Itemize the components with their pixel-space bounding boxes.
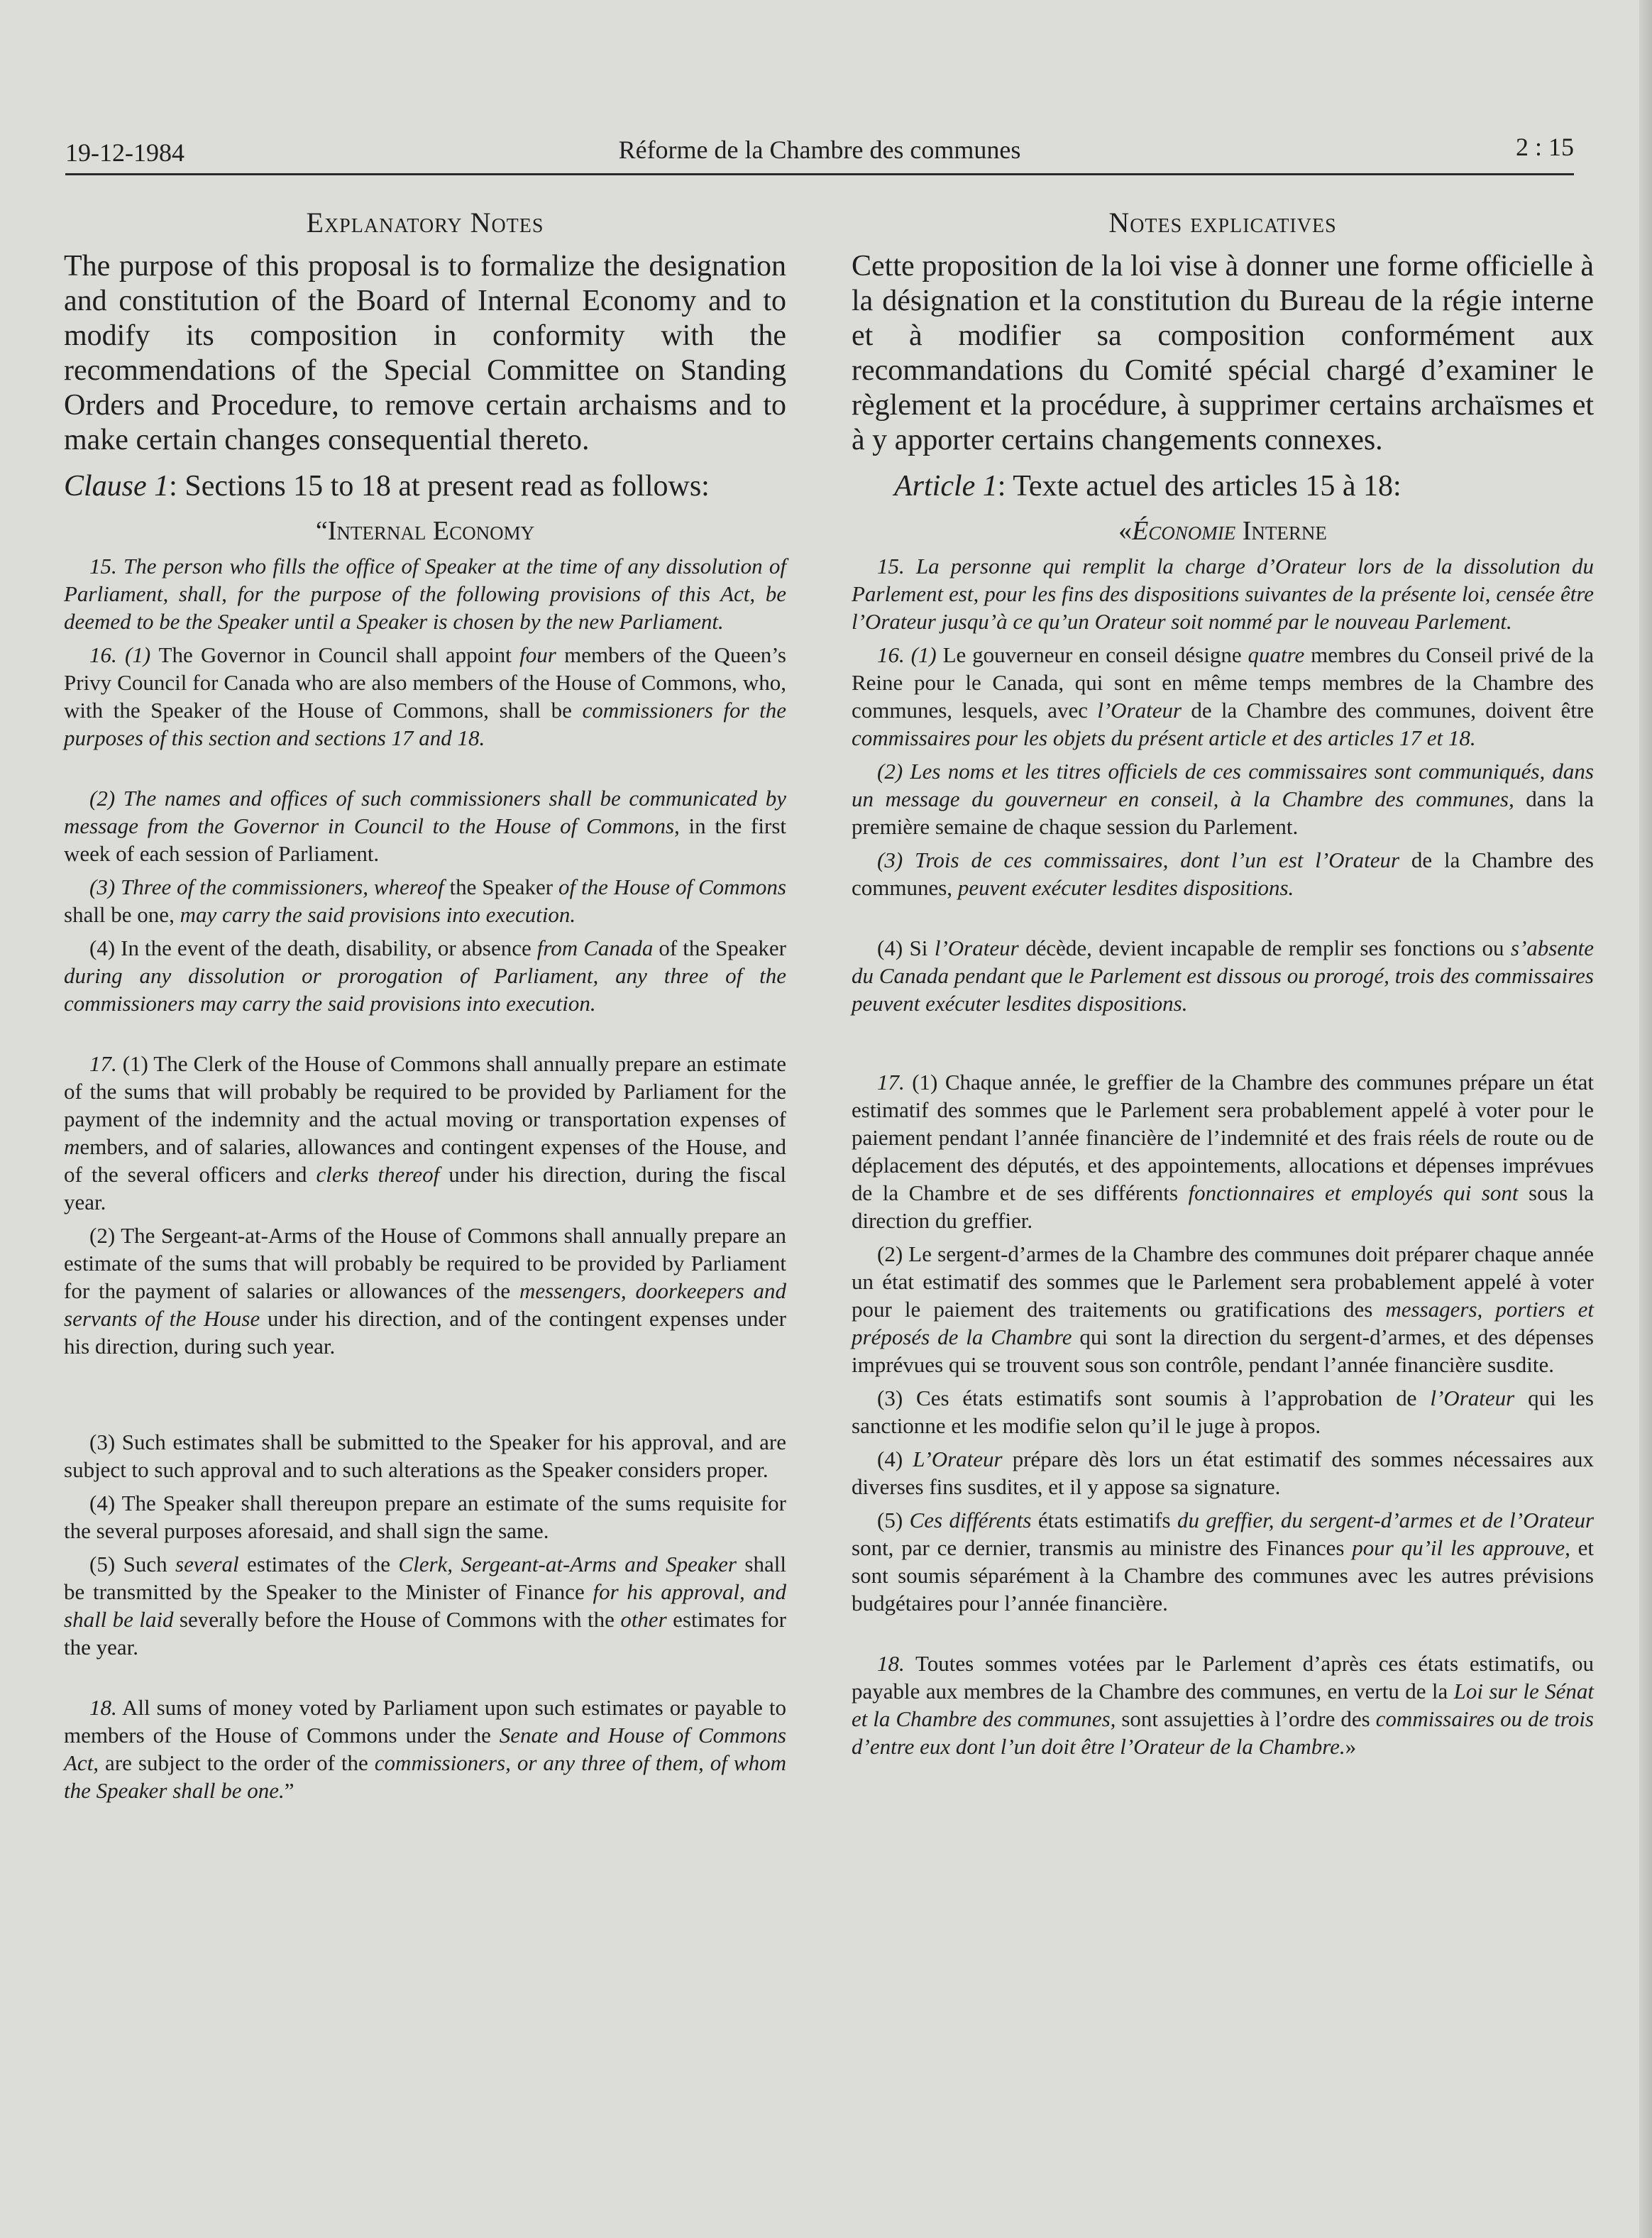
en-s16-4-c: of the Speaker: [653, 936, 786, 960]
en-s17-5-c: estimates of the: [238, 1552, 399, 1576]
fr-s16-1-c: quatre: [1248, 642, 1305, 667]
fr-s16-1-num: 16. (1): [877, 642, 943, 667]
fr-s17-3-b: l’Orateur: [1430, 1386, 1515, 1410]
english-section-17-3: (3) Such estimates shall be submitted to the Speaker for his approval, and are subject to such approval and to such alterations as the Speaker considers proper.: [64, 1430, 786, 1482]
en-s16-1-four: four: [519, 642, 556, 667]
english-section-16-4: [64, 934, 786, 1017]
french-section-17-3: [852, 1384, 1594, 1439]
en-s16-1-commissioners: commissioners for the purposes of this section and sections 17 and 18.: [64, 698, 786, 750]
en-s17-5-g: severally before the House of Commons with the: [173, 1607, 621, 1632]
en-s16-4-b: from Canada: [536, 936, 654, 960]
en-s16-3-d: shall be one,: [64, 902, 180, 927]
french-column: [852, 206, 1594, 1760]
french-section-17-2: [852, 1240, 1594, 1378]
fr-s16-3-a: (3) Trois de ces commissaires, dont l’un est l’Orateur: [877, 848, 1400, 872]
en-s16-2-text: (2) The names and offices of such commissioners shall be communicated by message from the Governor in Council to the House of Commons,: [64, 786, 786, 838]
french-heading: Notes explicatives: [1108, 207, 1337, 238]
fr-s16-4-c: décède, devient incapable de remplir ses fonctions ou: [1018, 936, 1511, 960]
en-s17-num: 17.: [89, 1051, 117, 1076]
en-s17-5-f: for his approval, and shall be laid: [64, 1579, 787, 1632]
fr-s17-4-b: L’Orateur: [913, 1447, 1003, 1471]
fr-s17-5-g: et sont soumis séparément à la Chambre des communes avec les autres prévisions budgétaires pour l’année financière.: [852, 1535, 1594, 1616]
en-s18-c: Senate and House of Commons Act,: [64, 1723, 786, 1775]
header-date: 19-12-1984: [65, 138, 185, 167]
en-s17-5-b: several: [175, 1552, 239, 1576]
fr-s16-3-c: peuvent exécuter lesdites dispositions.: [957, 875, 1294, 900]
fr-s17-2-c: qui sont la direction du sergent-d’armes, et des dépenses imprévues qui se trouvent sous son contrôle, pendant l’année financière susdite.: [852, 1324, 1594, 1377]
fr-s17-5-a: (5): [877, 1508, 910, 1532]
fr-s18-b: Toutes sommes votées par le Parlement d’après ces états estimatifs, ou payable aux membres de la Chambre des communes, en vertu de la: [852, 1651, 1594, 1704]
fr-sub-interne: Interne: [1235, 516, 1327, 546]
fr-s17-num: 17.: [877, 1070, 905, 1095]
en-s17-1-f: under his direction, during the fiscal year.: [64, 1162, 786, 1214]
english-heading: Explanatory Notes: [306, 207, 544, 238]
fr-s18-e: commissaires ou de trois d’entre eux dont l’un doit être l’Orateur de la Chambre.: [852, 1706, 1594, 1759]
english-section-15: 15. The person who fills the office of Speaker at the time of any dissolution of Parliament, shall, for the purpose of the following provisions of this Act, be deemed to be the Speaker until a Speaker is chosen by the new Parliament.: [64, 554, 786, 634]
english-section-17-5: [64, 1550, 786, 1661]
english-subheading: “Internal Economy: [315, 516, 535, 546]
en-s18-b: All sums of money voted by Parliament upon such estimates or payable to members of the House of Commons under the: [64, 1695, 786, 1748]
en-s16-1-text: The Governor in Council shall appoint: [158, 642, 520, 667]
fr-s16-4-a: (4) Si: [877, 936, 935, 960]
english-section-17-2: [64, 1222, 786, 1360]
fr-s17-3-c: qui les sanctionne et les modifie selon qu’il le juge à propos.: [852, 1386, 1594, 1438]
fr-s16-1-b: Le gouverneur en conseil désigne: [942, 642, 1248, 667]
en-s16-1-text2: members of the Queen’s Privy Council for Canada who are also members of the House of Commons, who, with the Speaker of the House of Commons, shall be: [64, 642, 786, 723]
french-section-16-2: [852, 757, 1594, 840]
fr-s17-5-b: Ces différents: [909, 1508, 1032, 1532]
fr-s16-3-b: de la Chambre des communes,: [852, 848, 1594, 900]
en-s17-1-d: embers, and of salaries, allowances and contingent expenses of the House, and of the several officers and: [64, 1134, 786, 1187]
fr-s17-5-c: états estimatifs: [1031, 1508, 1177, 1532]
en-s18-e: commissioners, or any three of them, of whom the Speaker shall be one.: [64, 1750, 786, 1803]
french-section-16-1: [852, 641, 1594, 752]
en-s16-4-a: (4) In the event of the death, disability, or absence: [89, 936, 537, 960]
english-column: [64, 206, 786, 1804]
french-subheading: [852, 515, 1594, 547]
english-section-17-4: (4) The Speaker shall thereupon prepare an estimate of the sums requisite for the several purposes aforesaid, and shall sign the same.: [64, 1491, 786, 1543]
french-clause-text: : Texte actuel des articles 15 à 18:: [997, 470, 1402, 503]
english-section-16-1: [64, 641, 786, 752]
french-purpose: Cette proposition de la loi vise à donner une forme officielle à la désignation et la constitution du Bureau de la régie interne et à modifier sa composition conformément aux recommandations du Comité spécial chargé d’examiner le règlement et la procédure, à supprimer certains archaïsmes et à y apporter certains changements connexes.: [852, 250, 1594, 456]
fr-sub-quote: «: [1118, 516, 1133, 546]
fr-s17-4-a: (4): [877, 1447, 913, 1471]
french-section-16-4: [852, 934, 1594, 1017]
french-section-17-5: [852, 1506, 1594, 1617]
en-s16-3-a: (3) Three of the commissioners, whereof: [89, 874, 444, 899]
en-s17-5-e: shall be transmitted by the Speaker to the Minister of Finance: [64, 1552, 786, 1604]
en-s16-3-b: the Speaker: [444, 874, 559, 899]
en-s17-2-c: under his direction, and of the contingent expenses under his direction, during such year.: [64, 1306, 786, 1359]
page-number: 2 : 15: [1515, 133, 1574, 161]
fr-s18-d: sont assujetties à l’ordre des: [1116, 1706, 1376, 1731]
en-s16-1-num: 16. (1): [89, 642, 159, 667]
english-section-16-3: [64, 873, 786, 928]
fr-s17-5-d: du greffier, du sergent-d’armes et de l’Orateur: [1177, 1508, 1595, 1532]
fr-s16-1-d: membres du Conseil privé de la Reine pour le Canada, qui sont en même temps membres de la Chambre des communes, lesquels, avec: [852, 642, 1595, 723]
fr-s17-2-a: (2) Le sergent-d’armes de la Chambre des communes doit préparer chaque année un état estimatif des sommes que le Parlement sera probablement appelé à voter pour le paiement des traitements ou gratifications des: [852, 1241, 1594, 1322]
fr-s16-2-b: dans la première semaine de chaque session du Parlement.: [852, 786, 1594, 839]
french-section-16-3: [852, 846, 1594, 901]
en-s17-5-a: (5) Such: [89, 1552, 176, 1576]
header-rule: [65, 173, 1574, 175]
fr-s18-f: »: [1345, 1734, 1357, 1759]
fr-s17-2-b: messagers, portiers et préposés de la Chambre: [852, 1297, 1594, 1349]
french-section-15: 15. La personne qui remplit la charge d’Orateur lors de la dissolution du Parlement est, pour les fins des dispositions suivantes de la présente loi, censée être l’Orateur jusqu’à ce qu’un Orateur soit nommé par le nouveau Parlement.: [852, 554, 1594, 634]
fr-s18-c: Loi sur le Sénat et la Chambre des communes,: [852, 1679, 1595, 1731]
french-clause-label: Article 1: [894, 470, 998, 503]
en-s17-2-b: messengers, doorkeepers and servants of the House: [64, 1278, 786, 1331]
english-clause-intro: [64, 469, 786, 504]
en-s17-5-d: Clerk, Sergeant-at-Arms and Speaker: [398, 1552, 737, 1576]
en-s18-d: are subject to the order of the: [99, 1750, 375, 1775]
en-s17-1-b: (1) The Clerk of the House of Commons shall annually prepare an estimate of the sums that will probably be required to be provided by Parliament for the payment of the indemnity and the actual moving or transportation expenses of: [64, 1051, 786, 1131]
en-s17-1-c: m: [64, 1134, 80, 1159]
fr-s17-3-a: (3) Ces états estimatifs sont soumis à l’approbation de: [877, 1386, 1431, 1410]
fr-s16-2-a: (2) Les noms et les titres officiels de ces commissaires sont communiqués, dans un message du gouverneur en conseil, à la Chambre des communes,: [852, 759, 1594, 811]
fr-s18-num: 18.: [877, 1651, 905, 1676]
en-s16-3-c: of the House of Commons: [558, 874, 786, 899]
fr-s17-5-e: sont, par ce dernier, transmis au ministre des Finances: [852, 1535, 1353, 1560]
fr-s17-1-c: fonctionnaires et employés qui sont: [1188, 1180, 1519, 1205]
en-s16-2-text2: in the first week of each session of Parliament.: [64, 813, 786, 866]
english-purpose: The purpose of this proposal is to formalize the designation and constitution of the Board of Internal Economy and to modify its composition in conformity with the recommendations of the Special Committee on Standing Orders and Procedure, to remove certain archaisms and to make certain changes consequential thereto.: [64, 250, 786, 456]
en-s17-5-i: estimates for the year.: [64, 1607, 786, 1660]
fr-s17-1-b: (1) Chaque année, le greffier de la Chambre des communes prépare un état estimatif des sommes que le Parlement sera probablement appelé à voter pour le paiement pendant l’année financière de l’indemnité et des frais réels de route ou de déplacement des députés, et des appointements, allocations et dépenses imprévues de la Chambre et de ses différents: [852, 1070, 1594, 1205]
english-section-16-2: [64, 784, 786, 867]
fr-s16-4-b: l’Orateur: [934, 936, 1019, 960]
en-s16-3-e: may carry the said provisions into execution.: [180, 902, 576, 927]
french-section-17-1: [852, 1068, 1594, 1234]
french-section-18: [852, 1650, 1594, 1760]
en-s18-f: ”: [284, 1778, 294, 1803]
english-section-17-1: [64, 1050, 786, 1216]
en-s17-1-e: clerks thereof: [316, 1162, 440, 1187]
fr-s16-1-f: de la Chambre des communes, doivent être: [1182, 698, 1594, 723]
en-s17-2-a: (2) The Sergeant-at-Arms of the House of Commons shall annually prepare an estimate of the sums that will probably be required to be provided by Parliament for the payment of salaries or allowances of the: [64, 1223, 786, 1303]
running-header: [65, 132, 1574, 172]
fr-s17-4-c: prépare dès lors un état estimatif des sommes nécessaires aux diverses fins susdites, et il y appose sa signature.: [852, 1447, 1594, 1499]
english-section-18: [64, 1694, 786, 1804]
english-clause-label: Clause 1: [64, 470, 170, 503]
fr-sub-economie: Économie: [1132, 516, 1236, 546]
fr-s16-4-d: s’absente du Canada pendant que le Parlement est dissous ou prorogé, trois des commissaires peuvent exécuter lesdites dispositions.: [852, 936, 1595, 1016]
fr-s17-1-d: sous la direction du greffier.: [852, 1180, 1595, 1233]
french-section-17-4: [852, 1445, 1594, 1501]
fr-s16-1-e: l’Orateur: [1097, 698, 1182, 723]
header-title: Réforme de la Chambre des communes: [618, 136, 1021, 164]
french-clause-intro: [852, 469, 1594, 504]
en-s18-num: 18.: [89, 1695, 117, 1720]
fr-s17-5-f: pour qu’il les approuve,: [1352, 1535, 1570, 1560]
en-s16-4-d: during any dissolution or prorogation of Parliament, any three of the commissioners may carry the said provisions into execution.: [64, 963, 786, 1016]
fr-s16-1-g: commissaires pour les objets du présent article et des articles 17 et 18.: [852, 725, 1476, 750]
english-clause-text: : Sections 15 to 18 at present read as follows:: [169, 470, 710, 503]
en-s17-5-h: other: [620, 1607, 667, 1632]
page-binding-edge: [1639, 0, 1652, 2238]
